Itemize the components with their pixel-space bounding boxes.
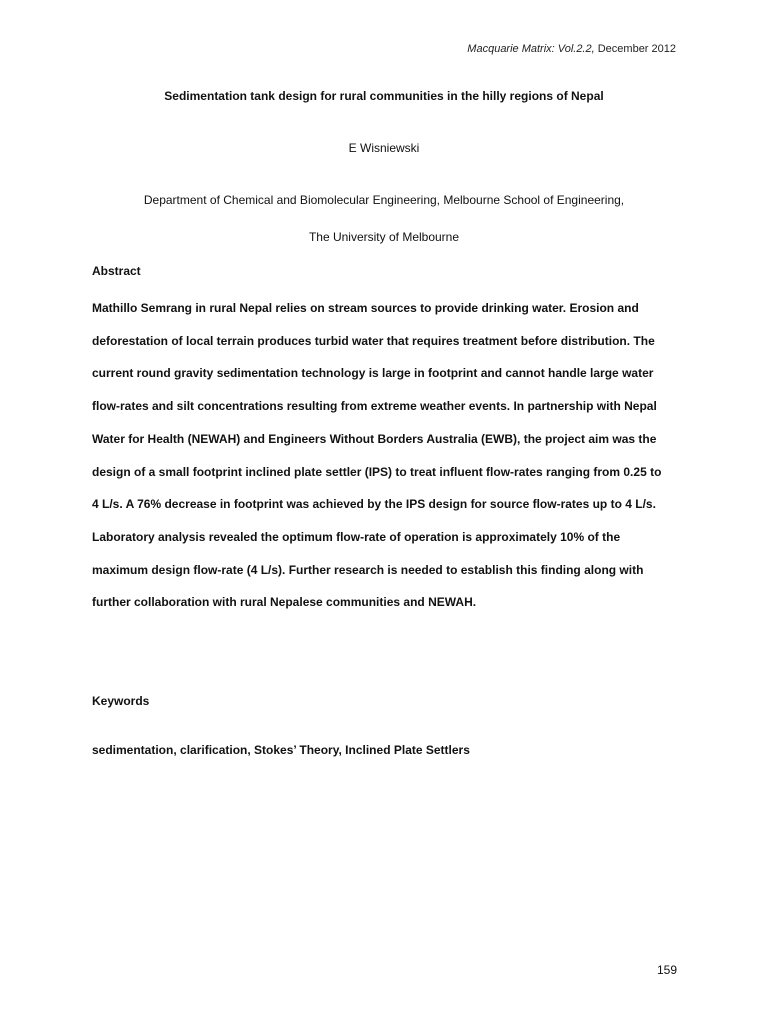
abstract-line: further collaboration with rural Nepalese communities and NEWAH.	[92, 595, 477, 610]
affiliation-line-2: The University of Melbourne	[308, 230, 460, 244]
abstract-heading: Abstract	[92, 264, 141, 278]
abstract-line: flow-rates and silt concentrations resulting from extreme weather events. In partnership with Nepal	[92, 399, 657, 414]
abstract-line: 4 L/s. A 76% decrease in footprint was achieved by the IPS design for source flow-rates up to 4 L/s.	[92, 497, 656, 512]
keywords-heading: Keywords	[92, 694, 150, 708]
abstract-line: Water for Health (NEWAH) and Engineers Without Borders Australia (EWB), the project aim was the	[92, 431, 657, 446]
keywords-list: sedimentation, clarification, Stokes’ Theory, Inclined Plate Settlers	[92, 743, 470, 757]
paper-title: Sedimentation tank design for rural communities in the hilly regions of Nepal	[164, 89, 604, 103]
abstract-line: deforestation of local terrain produces turbid water that requires treatment before distribution. The	[92, 333, 655, 348]
page-number: 159	[656, 963, 677, 977]
abstract-line: maximum design flow-rate (4 L/s). Further research is needed to establish this finding along with	[92, 562, 644, 577]
paper-author: E Wisniewski	[348, 141, 420, 155]
abstract-line: Mathillo Semrang in rural Nepal relies on stream sources to provide drinking water. Erosion and	[92, 301, 639, 315]
abstract-line: Laboratory analysis revealed the optimum flow-rate of operation is approximately 10% of the	[92, 529, 621, 544]
abstract-line: current round gravity sedimentation technology is large in footprint and cannot handle large water	[92, 366, 654, 381]
abstract-body	[92, 292, 678, 619]
issue-date: December 2012	[594, 43, 676, 55]
journal-name: Macquarie Matrix: Vol.2.2,	[467, 43, 595, 55]
affiliation-line-1: Department of Chemical and Biomolecular Engineering, Melbourne School of Engineering,	[143, 193, 625, 207]
abstract-line: design of a small footprint inclined plate settler (IPS) to treat influent flow-rates ranging from 0.25 to	[92, 464, 662, 479]
running-header	[467, 43, 676, 55]
